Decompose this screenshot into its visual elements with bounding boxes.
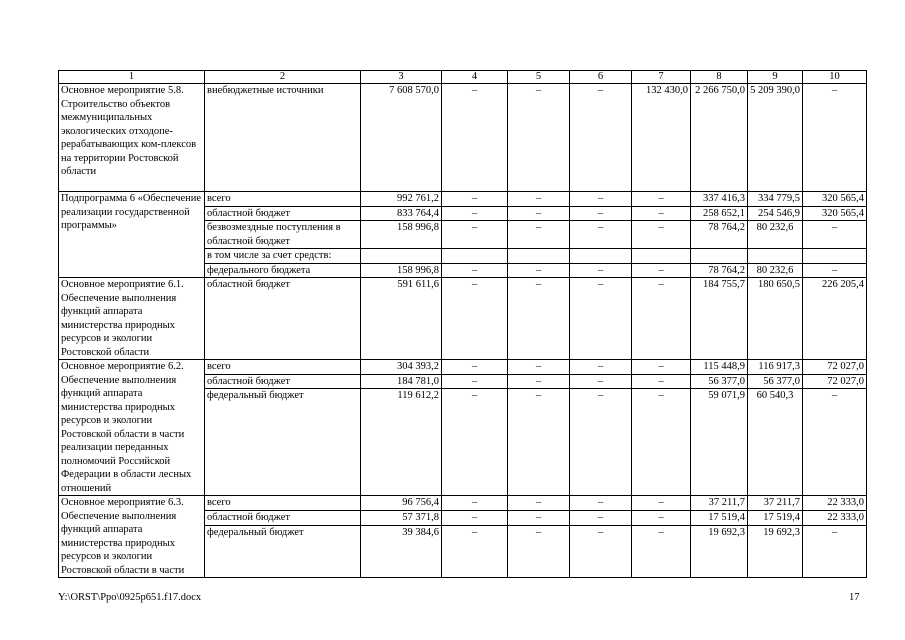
year-value: 60 540,3 — [748, 389, 803, 496]
year-value: – — [803, 84, 867, 192]
year-value: – — [508, 263, 570, 278]
year-value: 254 546,9 — [748, 206, 803, 221]
year-value: 258 652,1 — [691, 206, 748, 221]
year-value — [570, 249, 632, 264]
year-value: 320 565,4 — [803, 192, 867, 207]
total-value: 39 384,6 — [361, 526, 442, 578]
year-value: – — [632, 278, 691, 360]
year-value: 37 211,7 — [691, 496, 748, 511]
funding-source: областной бюджет — [205, 511, 361, 526]
year-value: – — [632, 374, 691, 389]
funding-source: федерального бюджета — [205, 263, 361, 278]
year-value: – — [803, 263, 867, 278]
year-value: – — [570, 360, 632, 375]
year-value: – — [570, 206, 632, 221]
year-value: 320 565,4 — [803, 206, 867, 221]
year-value: – — [570, 526, 632, 578]
table-row — [59, 192, 867, 207]
year-value: 78 764,2 — [691, 263, 748, 278]
activity-name: Основное мероприятие 6.3. Обеспечение выполнения функций аппарата министерства природных ресурсов и экологии Ростовской области в части — [59, 496, 205, 578]
year-value: 56 377,0 — [748, 374, 803, 389]
year-value: – — [632, 206, 691, 221]
year-value: 37 211,7 — [748, 496, 803, 511]
table-row — [59, 84, 867, 192]
year-value: – — [570, 263, 632, 278]
funding-source: всего — [205, 192, 361, 207]
year-value: – — [442, 511, 508, 526]
year-value: 116 917,3 — [748, 360, 803, 375]
year-value: – — [508, 206, 570, 221]
year-value: 115 448,9 — [691, 360, 748, 375]
year-value: 226 205,4 — [803, 278, 867, 360]
funding-source: областной бюджет — [205, 374, 361, 389]
funding-source: областной бюджет — [205, 278, 361, 360]
year-value: 5 209 390,0 — [748, 84, 803, 192]
year-value — [632, 249, 691, 264]
funding-source: в том числе за счет средств: — [205, 249, 361, 264]
year-value: – — [508, 84, 570, 192]
year-value: – — [442, 263, 508, 278]
table-row — [59, 278, 867, 360]
year-value: – — [632, 511, 691, 526]
year-value: – — [508, 496, 570, 511]
year-value: – — [632, 496, 691, 511]
funding-source: всего — [205, 360, 361, 375]
year-value: – — [508, 360, 570, 375]
total-value: 119 612,2 — [361, 389, 442, 496]
header-cell: 9 — [748, 71, 803, 84]
year-value: 22 333,0 — [803, 496, 867, 511]
header-cell: 4 — [442, 71, 508, 84]
year-value: – — [508, 526, 570, 578]
year-value: – — [632, 263, 691, 278]
year-value: 80 232,6 — [748, 263, 803, 278]
total-value: 833 764,4 — [361, 206, 442, 221]
header-row — [59, 71, 867, 84]
year-value: – — [570, 192, 632, 207]
year-value: 72 027,0 — [803, 374, 867, 389]
year-value: 19 692,3 — [691, 526, 748, 578]
year-value: – — [570, 374, 632, 389]
year-value: 184 755,7 — [691, 278, 748, 360]
year-value: – — [508, 389, 570, 496]
total-value: 57 371,8 — [361, 511, 442, 526]
year-value: – — [803, 389, 867, 496]
year-value: 2 266 750,0 — [691, 84, 748, 192]
activity-name: Основное мероприятие 6.1. Обеспечение выполнения функций аппарата министерства природных ресурсов и экологии Ростовской области — [59, 278, 205, 360]
year-value: – — [570, 511, 632, 526]
budget-table — [58, 70, 867, 578]
header-cell: 5 — [508, 71, 570, 84]
funding-source: всего — [205, 496, 361, 511]
year-value — [508, 249, 570, 264]
table-row — [59, 496, 867, 511]
year-value: – — [442, 389, 508, 496]
funding-source: федеральный бюджет — [205, 526, 361, 578]
year-value: 180 650,5 — [748, 278, 803, 360]
footer-file-path: Y:\ORST\Ppo\0925p651.f17.docx — [58, 592, 202, 603]
year-value: – — [570, 84, 632, 192]
activity-name: Основное мероприятие 5.8. Строительство объектов межмуниципальных экологических отходопе-рерабатывающих ком-плексов на территории Ростовской области — [59, 84, 205, 192]
year-value: 56 377,0 — [691, 374, 748, 389]
header-cell: 6 — [570, 71, 632, 84]
year-value: 17 519,4 — [691, 511, 748, 526]
total-value: 304 393,2 — [361, 360, 442, 375]
year-value: – — [570, 221, 632, 249]
header-cell: 3 — [361, 71, 442, 84]
year-value — [803, 249, 867, 264]
funding-source: федеральный бюджет — [205, 389, 361, 496]
table-row — [59, 360, 867, 375]
year-value — [748, 249, 803, 264]
year-value: – — [570, 389, 632, 496]
total-value: 591 611,6 — [361, 278, 442, 360]
header-cell: 1 — [59, 71, 205, 84]
year-value: – — [442, 278, 508, 360]
total-value: 992 761,2 — [361, 192, 442, 207]
year-value: – — [442, 496, 508, 511]
year-value: 337 416,3 — [691, 192, 748, 207]
year-value: – — [632, 526, 691, 578]
year-value: 59 071,9 — [691, 389, 748, 496]
year-value: – — [632, 389, 691, 496]
funding-source: внебюджетные источники — [205, 84, 361, 192]
total-value — [361, 249, 442, 264]
year-value: – — [442, 84, 508, 192]
year-value: – — [442, 374, 508, 389]
year-value: – — [442, 192, 508, 207]
year-value: 17 519,4 — [748, 511, 803, 526]
year-value: 72 027,0 — [803, 360, 867, 375]
year-value: – — [803, 221, 867, 249]
year-value — [442, 249, 508, 264]
header-cell: 7 — [632, 71, 691, 84]
year-value: 78 764,2 — [691, 221, 748, 249]
year-value: 19 692,3 — [748, 526, 803, 578]
total-value: 7 608 570,0 — [361, 84, 442, 192]
funding-source: безвозмездные поступления в областной бюджет — [205, 221, 361, 249]
year-value: – — [632, 360, 691, 375]
year-value: 22 333,0 — [803, 511, 867, 526]
total-value: 184 781,0 — [361, 374, 442, 389]
year-value: 334 779,5 — [748, 192, 803, 207]
total-value: 96 756,4 — [361, 496, 442, 511]
header-cell: 8 — [691, 71, 748, 84]
year-value: 132 430,0 — [632, 84, 691, 192]
year-value: – — [442, 221, 508, 249]
year-value: – — [508, 192, 570, 207]
year-value: – — [508, 278, 570, 360]
year-value — [691, 249, 748, 264]
total-value: 158 996,8 — [361, 221, 442, 249]
year-value: – — [803, 526, 867, 578]
year-value: – — [442, 526, 508, 578]
header-cell: 10 — [803, 71, 867, 84]
year-value: – — [570, 496, 632, 511]
year-value: – — [570, 278, 632, 360]
activity-name: Основное мероприятие 6.2. Обеспечение выполнения функций аппарата министерства природных ресурсов и экологии Ростовской области в части реализации переданных полномочий Российской Федерации в области лесных отношений — [59, 360, 205, 496]
year-value: – — [442, 206, 508, 221]
year-value: 80 232,6 — [748, 221, 803, 249]
page-number: 17 — [849, 592, 860, 603]
year-value: – — [632, 221, 691, 249]
activity-name: Подпрограмма 6 «Обеспечение реализации государственной программы» — [59, 192, 205, 278]
year-value: – — [508, 221, 570, 249]
year-value: – — [442, 360, 508, 375]
year-value: – — [508, 511, 570, 526]
year-value: – — [508, 374, 570, 389]
header-cell: 2 — [205, 71, 361, 84]
year-value: – — [632, 192, 691, 207]
funding-source: областной бюджет — [205, 206, 361, 221]
total-value: 158 996,8 — [361, 263, 442, 278]
